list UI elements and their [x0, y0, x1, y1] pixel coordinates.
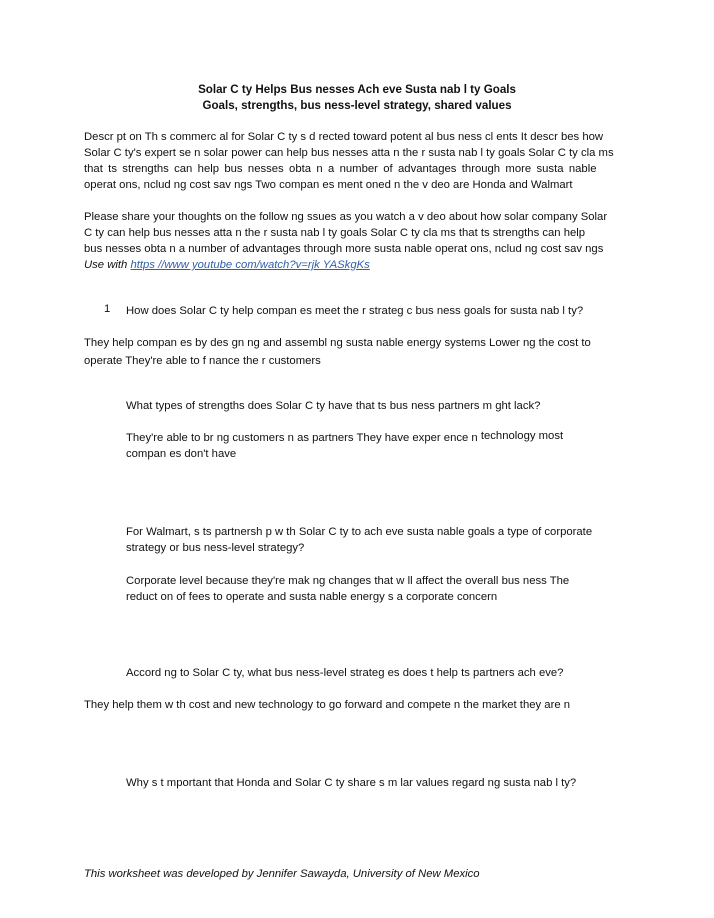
- answer-line: operate They're able to f nance the r customers: [84, 355, 321, 367]
- answer-4: They help them w th cost and new technology to go forward and compete n the market they are n: [84, 699, 571, 711]
- question-4: Accord ng to Solar C ty, what bus ness-level strateg es does t help ts partners ach eve?: [126, 667, 564, 679]
- answer-line: compan es don't have: [126, 448, 237, 460]
- document-title: Solar C ty Helps Bus nesses Ach eve Susta nab l ty Goals: [198, 83, 516, 96]
- question-1: How does Solar C ty help compan es meet the r strateg c bus ness goals for susta nab l ty?: [126, 305, 584, 317]
- answer-line: [126, 430, 626, 446]
- description-line: that ts strengths can help bus nesses obta n a number of advantages through more susta nable: [84, 163, 597, 175]
- question-line: For Walmart, s ts partnersh p w th Solar C ty to ach eve susta nable goals a type of corporate: [126, 526, 593, 538]
- question-5: Why s t mportant that Honda and Solar C ty share s m lar values regard ng susta nab l ty?: [126, 777, 577, 789]
- answer-text: technology most: [480, 430, 564, 442]
- answer-line: Corporate level because they're mak ng changes that w ll affect the overall bus ness The: [126, 575, 570, 587]
- answer-line: They help compan es by des gn ng and assembl ng susta nable energy systems Lower ng the cost to: [84, 337, 591, 349]
- answer-line: reduct on of fees to operate and susta nable energy s a corporate concern: [126, 591, 498, 603]
- description-line: operat ons, nclud ng cost sav ngs Two compan es ment oned n the v deo are Honda and Walmart: [84, 179, 573, 191]
- answer-1: [84, 334, 632, 370]
- description-line: Descr pt on Th s commerc al for Solar C ty s d rected toward potent al bus ness cl ents It descr bes how: [84, 131, 604, 143]
- question-3: [126, 524, 626, 556]
- answer-2: [126, 430, 626, 462]
- footer-credit: This worksheet was developed by Jennifer Sawayda, University of New Mexico: [84, 868, 480, 880]
- question-number: 1: [104, 303, 111, 315]
- description-paragraph: [84, 129, 632, 193]
- document-subtitle: Goals, strengths, bus ness-level strategy, shared values: [202, 99, 512, 112]
- answer-3: [126, 573, 626, 605]
- instructions-line: bus nesses obta n a number of advantages through more susta nable operat ons, nclud ng cost sav ngs: [84, 243, 604, 255]
- question-line: strategy or bus ness-level strategy?: [126, 542, 305, 554]
- description-line: Solar C ty's expert se n solar power can help bus nesses atta n the r susta nab l ty goals Solar C ty cla ms: [84, 147, 614, 159]
- instructions-line: C ty can help bus nesses atta n the r susta nab l ty goals Solar C ty cla ms that ts strengths can help: [84, 227, 586, 239]
- instructions-paragraph: [84, 209, 632, 273]
- answer-text: They're able to br ng customers n as partners They have exper ence n: [126, 432, 478, 444]
- instructions-line: Please share your thoughts on the follow ng ssues as you watch a v deo about how solar company Solar: [84, 211, 608, 223]
- use-with-line: [84, 257, 632, 273]
- question-2: What types of strengths does Solar C ty have that ts bus ness partners m ght lack?: [126, 400, 541, 412]
- use-with-label: Use with: [84, 259, 128, 271]
- video-link[interactable]: https //www youtube com/watch?v=rjk YASkgKs: [130, 259, 370, 271]
